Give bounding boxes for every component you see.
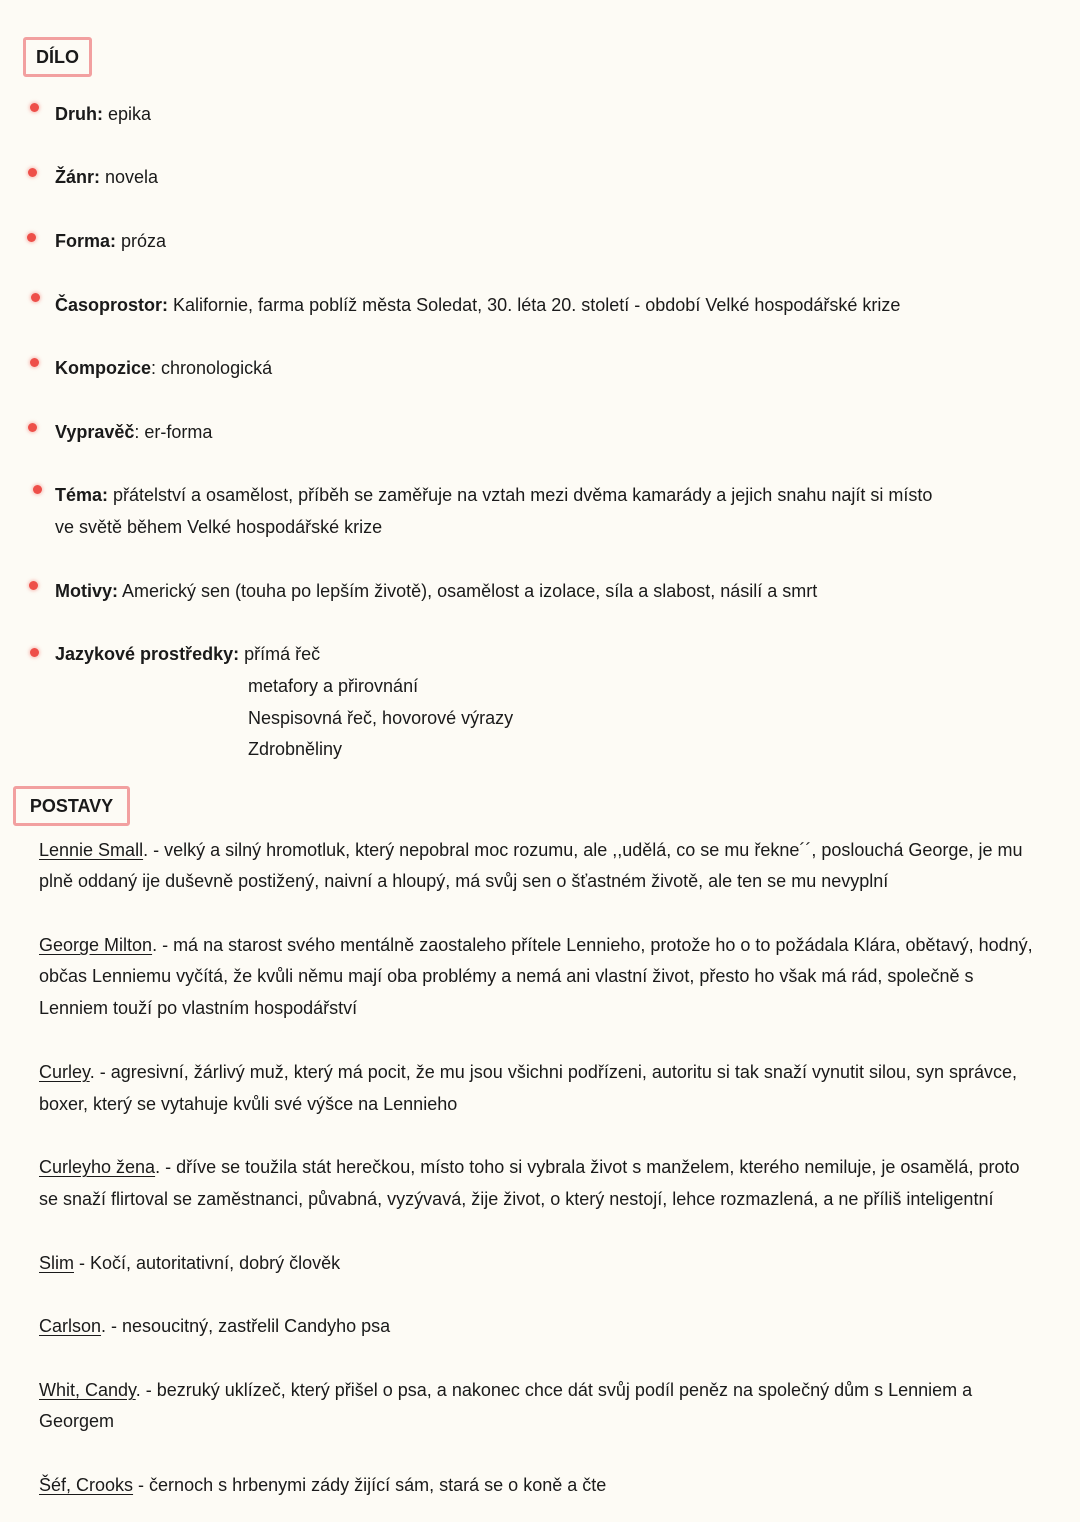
character-description-line: Georgem (39, 1411, 115, 1431)
item-text: Kalifornie, farma poblíž města Soledat, 30. léta 20. století - období Velké hospodářské krize (168, 295, 901, 315)
bullet-dot (30, 103, 39, 112)
item-text: přátelství a osamělost, příběh se zaměřuje na vztah mezi dvěma kamarády a jejich snahu najít si místo (108, 485, 933, 505)
character-description-line: boxer, který se vytahuje kvůli své výšce na Lennieho (39, 1094, 458, 1114)
character-entry-whit-candy (39, 1380, 972, 1400)
item-term: Časoprostor: (55, 295, 169, 315)
character-name: Curleyho žena (39, 1157, 156, 1177)
character-entry-curley (39, 1062, 1017, 1082)
item-forma (55, 231, 166, 251)
item-text: epika (103, 104, 152, 124)
character-description-line: občas Lenniemu vyčítá, že kvůli němu mají oba problémy a nemá ani vlastní život, přesto ho však má rád, společně s (39, 966, 974, 986)
item-jazykove-extra: Nespisovná řeč, hovorové výrazy (248, 708, 514, 728)
bullet-dot (30, 358, 39, 367)
item-term: Druh: (55, 104, 103, 124)
character-description-line: plně oddaný ije duševně postižený, naivní a hloupý, má svůj sen o šťastném životě, ale ten se mu nevyplní (39, 871, 889, 891)
character-separator: . - (135, 1380, 157, 1400)
bullet-dot (27, 233, 36, 242)
item-text: Americký sen (touha po lepším životě), osamělost a izolace, síla a slabost, násilí a smrt (118, 581, 818, 601)
bullet-dot (29, 581, 38, 590)
character-name: Lennie Small (39, 840, 144, 860)
character-separator: - (74, 1253, 90, 1273)
character-entry-lennie (39, 840, 1022, 860)
character-description: má na starost svého mentálně zaostaleho přítele Lennieho, protože ho o to požádala Klára, obětavý, hodný, (173, 935, 1033, 955)
bullet-dot (28, 423, 37, 432)
character-description: Kočí, autoritativní, dobrý člověk (90, 1253, 341, 1273)
item-term: Téma: (55, 485, 109, 505)
item-motivy (55, 581, 817, 601)
character-entry-slim (39, 1253, 340, 1273)
character-description: nesoucitný, zastřelil Candyho psa (122, 1316, 391, 1336)
character-entry-sef-crooks (39, 1475, 606, 1495)
bullet-dot (30, 648, 39, 657)
character-separator: . - (101, 1316, 123, 1336)
item-text: novela (100, 167, 159, 187)
item-kompozice (55, 358, 272, 378)
item-jazykove-extra: metafory a přirovnání (248, 676, 419, 696)
section-label-postavy (13, 786, 130, 826)
character-separator: . - (143, 840, 165, 860)
character-description: bezruký uklízeč, který přišel o psa, a nakonec chce dát svůj podíl peněz na společný dům s Lenniem a (156, 1380, 973, 1400)
item-term: Jazykové prostředky: (55, 644, 240, 664)
character-entry-george (39, 935, 1033, 955)
section-label-dilo (23, 37, 92, 77)
item-tema (55, 485, 932, 505)
character-description-line: se snaží flirtoval se zaměstnanci, půvabná, vyzývavá, žije život, o který nestojí, lehce rozmazlená, a ne příliš inteligentní (39, 1189, 994, 1209)
item-term: Forma: (55, 231, 117, 251)
character-separator: . - (155, 1157, 177, 1177)
item-term: Žánr: (55, 167, 100, 187)
character-name: Šéf, Crooks (39, 1475, 134, 1495)
character-name: Curley (39, 1062, 90, 1082)
section-label-dilo-text: DÍLO (36, 46, 79, 67)
character-name: Slim (39, 1253, 74, 1273)
character-entry-curleyho-zena (39, 1157, 1019, 1177)
item-zanr (55, 167, 158, 187)
item-vypravec (55, 422, 212, 442)
bullet-dot (33, 485, 42, 494)
item-term: Vypravěč (55, 422, 135, 442)
character-description-line: Lenniem touží po vlastním hospodářství (39, 998, 358, 1018)
item-text: : chronologická (151, 358, 273, 378)
item-text: : er-forma (134, 422, 213, 442)
character-description: agresivní, žárlivý muž, který má pocit, že mu jsou všichni podřízeni, autoritu si tak snaží vynutit silou, syn správce, (110, 1062, 1018, 1082)
character-name: Whit, Candy (39, 1380, 136, 1400)
item-jazykove-extra: Zdrobněliny (248, 739, 343, 759)
character-separator: . - (152, 935, 174, 955)
character-description: černoch s hrbenymi zády žijící sám, stará se o koně a čte (149, 1475, 607, 1495)
item-jazykove-prostredky (55, 644, 320, 664)
character-name: George Milton (39, 935, 153, 955)
bullet-dot (31, 293, 40, 302)
character-description: dříve se toužila stát herečkou, místo toho si vybrala život s manželem, kterého nemiluje, je osamělá, proto (176, 1157, 1020, 1177)
character-description: velký a silný hromotluk, který nepobral moc rozumu, ale ,,udělá, co se mu řekne´´, poslouchá George, je mu (164, 840, 1023, 860)
item-druh (55, 104, 151, 124)
item-term: Motivy: (55, 581, 118, 601)
item-casoprostor (55, 295, 900, 315)
character-entry-carlson (39, 1316, 390, 1336)
item-text: próza (116, 231, 167, 251)
bullet-dot (28, 168, 37, 177)
item-text: přímá řeč (239, 644, 321, 664)
item-term: Kompozice (55, 358, 152, 378)
character-separator: - (133, 1475, 150, 1495)
section-label-postavy-text: POSTAVY (29, 795, 114, 816)
item-tema-continuation: ve světě během Velké hospodářské krize (55, 517, 383, 537)
character-name: Carlson (39, 1316, 102, 1336)
character-separator: . - (89, 1062, 111, 1082)
